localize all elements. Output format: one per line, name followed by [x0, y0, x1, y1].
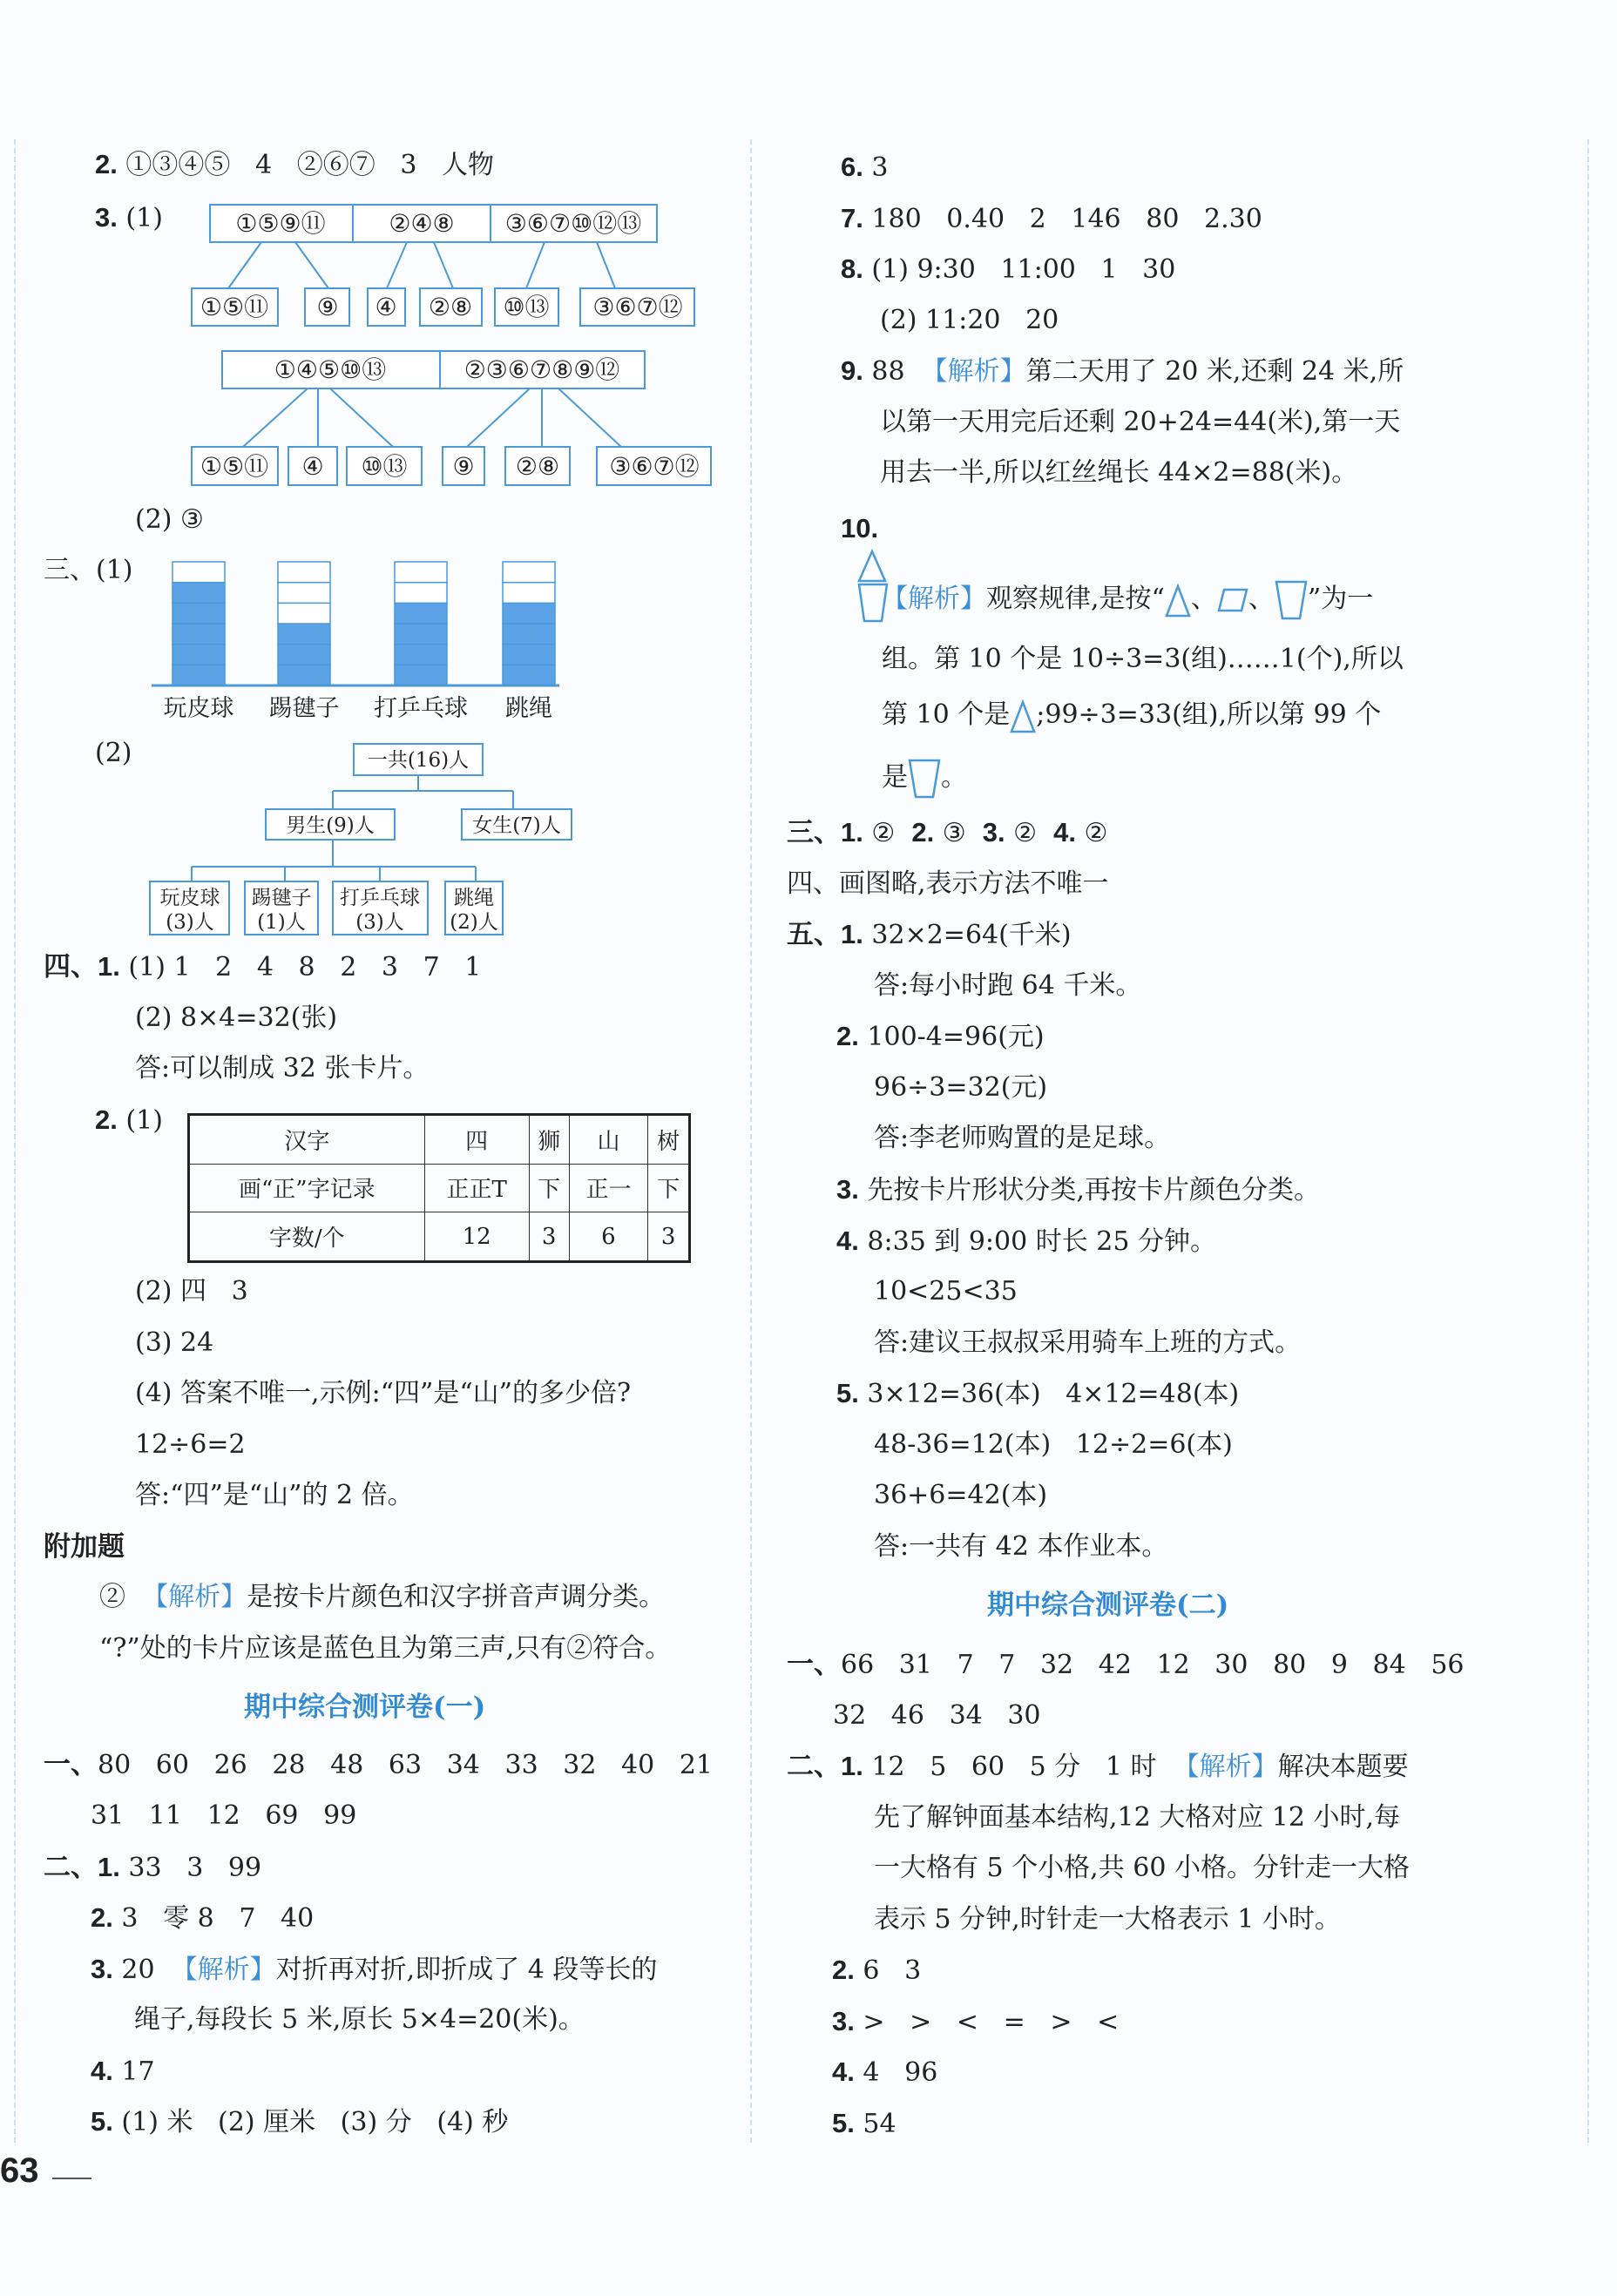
answer-10-cont: 组。第 10 个是 10÷3=3(组)……1(个),所以: [882, 644, 1404, 674]
answer-2: 2. ①③④⑤ 4 ②⑥⑦ 3 人物: [95, 149, 495, 180]
bar-cell-filled: [503, 603, 555, 624]
exam2-s1-cont: 32 46 34 30: [833, 1700, 1041, 1731]
bar-cell-filled: [278, 624, 330, 645]
answer-9-cont: 以第一天用完后还剩 20+24=44(米),第一天: [880, 407, 1401, 437]
tree2-leaf-1-count: (1)人: [257, 911, 306, 934]
extra-answer-2: “?”处的卡片应该是蓝色且为第三声,只有②符合。: [99, 1633, 672, 1664]
answer-9-cont2: 用去一半,所以红丝绳长 44×2=88(米)。: [880, 457, 1358, 488]
tree1-bottom-2: ④: [375, 293, 397, 321]
answer-6: 6. 3: [841, 152, 889, 183]
answer-4-1-reply: 答:可以制成 32 张卡片。: [135, 1053, 430, 1084]
bar-label-1: 踢毽子: [268, 695, 340, 722]
exam2-s2-5: 5. 54: [832, 2108, 896, 2139]
bar-cell-empty: [503, 583, 555, 604]
exam1-s2-4: 4. 17: [91, 2056, 155, 2087]
tree1b-top-1: ②③⑥⑦⑧⑨⑫: [463, 355, 620, 384]
exam2-s2-1-cont3: 表示 5 分钟,时针走一大格表示 1 小时。: [874, 1904, 1341, 1935]
bar-cell-filled: [395, 624, 447, 645]
section-4-1: 四、1. (1) 1 2 4 8 2 3 7 1: [44, 951, 482, 983]
exam2-title: 期中综合测评卷(二): [987, 1590, 1229, 1621]
section-5-2: 2. 100-4=96(元): [836, 1021, 1045, 1052]
people-tree: [150, 744, 572, 935]
exam2-s2-3: 3. > > < = > <: [832, 2006, 1120, 2037]
table-row: 画“正”字记录 正正T 下 正一 下: [189, 1164, 690, 1212]
bar-cell-filled: [173, 624, 225, 645]
bar-cell-filled: [503, 624, 555, 645]
tree1-top-2: ③⑥⑦⑩⑫⑬: [504, 209, 642, 238]
answer-8: 8. (1) 9:30 11:00 1 30: [841, 253, 1176, 285]
triangle-icon: [857, 548, 887, 583]
bar-cell-filled: [395, 645, 447, 665]
section-5-5-reply: 答:一共有 42 本作业本。: [874, 1531, 1168, 1562]
tree1-top-1: ②④⑧: [389, 209, 455, 238]
bar-cell-filled: [173, 603, 225, 624]
tree1-bottom-5: ③⑥⑦⑫: [592, 293, 683, 321]
tree1-top-0: ①⑤⑨⑪: [235, 209, 326, 238]
exam1-title: 期中综合测评卷(一): [244, 1692, 486, 1723]
bar-label-3: 跳绳: [505, 695, 552, 722]
section-5-4-reply: 答:建议王叔叔采用骑车上班的方式。: [874, 1327, 1302, 1358]
section-3-2-label: (2): [95, 738, 132, 768]
tree2-leaf-3-name: 跳绳: [454, 887, 494, 909]
answer-4-2: 2. (1): [95, 1104, 163, 1136]
section-5-5-calc2: 36+6=42(本): [874, 1480, 1048, 1510]
tree2-root: 一共(16)人: [367, 749, 470, 772]
table-row: 字数/个 12 3 6 3: [189, 1212, 690, 1262]
section-5-5-calc: 48-36=12(本) 12÷2=6(本): [874, 1429, 1233, 1460]
exam1-s2-1: 二、1. 33 3 99: [44, 1852, 262, 1883]
section-5-4: 4. 8:35 到 9:00 时长 25 分钟。: [836, 1226, 1216, 1257]
bar-cell-filled: [278, 665, 330, 685]
bar-label-0: 玩皮球: [163, 695, 234, 722]
triangle-icon: [1165, 583, 1191, 618]
answer-3-2: (2) ③: [135, 504, 204, 535]
extra-answer: ② 【解析】是按卡片颜色和汉字拼音声调分类。: [99, 1582, 666, 1612]
tree2-leaf-0-count: (3)人: [166, 911, 214, 934]
section-4-right: 四、画图略,表示方法不唯一: [787, 868, 1109, 899]
exam2-s2-1-cont: 先了解钟面基本结构,12 大格对应 12 小时,每: [874, 1802, 1401, 1833]
bar-label-2: 打乒乓球: [374, 695, 468, 722]
tree2-girls: 女生(7)人: [472, 814, 561, 837]
bar-cell-empty: [173, 562, 225, 583]
bar-cell-filled: [173, 645, 225, 665]
section-5-4-compare: 10<25<35: [874, 1276, 1018, 1307]
tally-bar-chart: [173, 562, 555, 685]
bar-cell-empty: [395, 583, 447, 604]
answer-4-2-4-reply: 答:“四”是“山”的 2 倍。: [135, 1480, 414, 1510]
answer-10-analysis: 【解析】观察规律,是按“ 、 、 ”为一: [882, 580, 1373, 620]
answer-7: 7. 180 0.40 2 146 80 2.30: [841, 203, 1262, 234]
tree2-leaf-2-name: 打乒乓球: [340, 887, 420, 909]
extra-title: 附加题: [44, 1531, 125, 1562]
tree1b-bottom-3: ⑨: [452, 452, 475, 481]
bar-cell-empty: [278, 562, 330, 583]
exam2-s1: 一、66 31 7 7 32 42 12 30 80 9 84 56: [787, 1649, 1465, 1680]
section-5-5: 5. 3×12=36(本) 4×12=48(本): [836, 1378, 1240, 1409]
exam2-s2-1-cont2: 一大格有 5 个小格,共 60 小格。分针走一大格: [874, 1853, 1410, 1883]
exam1-s2-2: 2. 3 零 8 7 40: [91, 1902, 315, 1934]
tree2-leaf-1-name: 踢毽子: [251, 887, 312, 909]
exam1-s2-3-cont: 绳子,每段长 5 米,原长 5×4=20(米)。: [134, 2004, 585, 2035]
bar-cell-filled: [173, 583, 225, 604]
tree1b-top-0: ①④⑤⑩⑬: [274, 355, 387, 384]
triangle-icon: [1010, 699, 1036, 733]
parallelogram-icon: [1217, 587, 1248, 613]
tree1b-bottom-4: ②⑧: [515, 452, 560, 481]
classification-tree-2: [192, 351, 711, 485]
exam2-s2-2: 2. 6 3: [832, 1955, 922, 1986]
tree1-bottom-1: ⑨: [316, 293, 339, 321]
bar-cell-filled: [395, 665, 447, 685]
bar-cell-filled: [503, 645, 555, 665]
section-5-1: 五、1. 32×2=64(千米): [787, 919, 1072, 950]
page-number-rule: [52, 2178, 91, 2179]
bar-cell-filled: [503, 665, 555, 685]
tree2-leaf-2-count: (3)人: [355, 911, 404, 934]
tree1b-bottom-1: ④: [301, 452, 324, 481]
tree1b-bottom-5: ③⑥⑦⑫: [609, 452, 700, 481]
exam1-s2-5: 5. (1) 米 (2) 厘米 (3) 分 (4) 秒: [91, 2106, 509, 2137]
trapezoid-icon: [908, 759, 941, 799]
tree1b-bottom-0: ①⑤⑪: [200, 452, 269, 481]
exam1-s2-3: 3. 20 【解析】对折再对折,即折成了 4 段等长的: [91, 1954, 658, 1985]
section-3-right: 三、1. ② 2. ③ 3. ② 4. ②: [787, 817, 1108, 848]
section-3-label: 三、(1): [44, 555, 133, 585]
section-5-2-calc: 96÷3=32(元): [874, 1072, 1048, 1103]
answer-10: 10.: [841, 511, 889, 623]
tree2-boys: 男生(9)人: [286, 814, 375, 837]
exam2-s2-4: 4. 4 96: [832, 2056, 938, 2088]
bar-cell-filled: [395, 603, 447, 624]
bar-cell-empty: [278, 603, 330, 624]
tree1-bottom-4: ⑩⑬: [503, 293, 550, 321]
answer-9: 9. 88 【解析】第二天用了 20 米,还剩 24 米,所: [841, 355, 1404, 387]
tree1-bottom-0: ①⑤⑪: [200, 293, 269, 321]
page-number: 63: [0, 2151, 39, 2190]
answer-10-cont3: 是 。: [882, 759, 967, 799]
answer-4-2-4-calc: 12÷6=2: [135, 1429, 246, 1460]
section-5-3: 3. 先按卡片形状分类,再按卡片颜色分类。: [836, 1174, 1320, 1205]
tree2-leaf-0-name: 玩皮球: [159, 887, 220, 909]
bar-cell-filled: [278, 645, 330, 665]
section-5-1-reply: 答:每小时跑 64 千米。: [874, 970, 1142, 1001]
answer-8-2: (2) 11:20 20: [880, 305, 1059, 335]
section-5-2-reply: 答:李老师购置的是足球。: [874, 1123, 1171, 1153]
bar-cell-empty: [503, 562, 555, 583]
tree1b-bottom-2: ⑩⑬: [361, 452, 408, 481]
bar-cell-empty: [395, 562, 447, 583]
answer-4-2-3: (3) 24: [135, 1327, 214, 1358]
answer-10-cont2: 第 10 个是 ;99÷3=33(组),所以第 99 个: [882, 698, 1381, 733]
exam1-s1: 一、80 60 26 28 48 63 34 33 32 40 21: [44, 1749, 713, 1780]
answer-4-2-4: (4) 答案不唯一,示例:“四”是“山”的多少倍?: [135, 1378, 632, 1408]
answer-4-2-2: (2) 四 3: [135, 1276, 248, 1307]
classification-tree-1: [192, 205, 694, 326]
table-row: 汉字 四 狮 山 树: [189, 1115, 690, 1165]
tree1-bottom-3: ②⑧: [428, 293, 473, 321]
exam2-s2-1: 二、1. 12 5 60 5 分 1 时 【解析】解决本题要: [787, 1751, 1409, 1782]
trapezoid-icon: [1275, 580, 1308, 620]
bar-cell-filled: [173, 665, 225, 685]
answer-4-1-2: (2) 8×4=32(张): [135, 1003, 338, 1033]
tally-table: [187, 1113, 691, 1263]
bar-cell-empty: [278, 583, 330, 604]
answer-3: 3. (1): [95, 202, 163, 233]
tree2-leaf-3-count: (2)人: [450, 911, 498, 934]
exam1-s1-cont: 31 11 12 69 99: [91, 1800, 357, 1831]
